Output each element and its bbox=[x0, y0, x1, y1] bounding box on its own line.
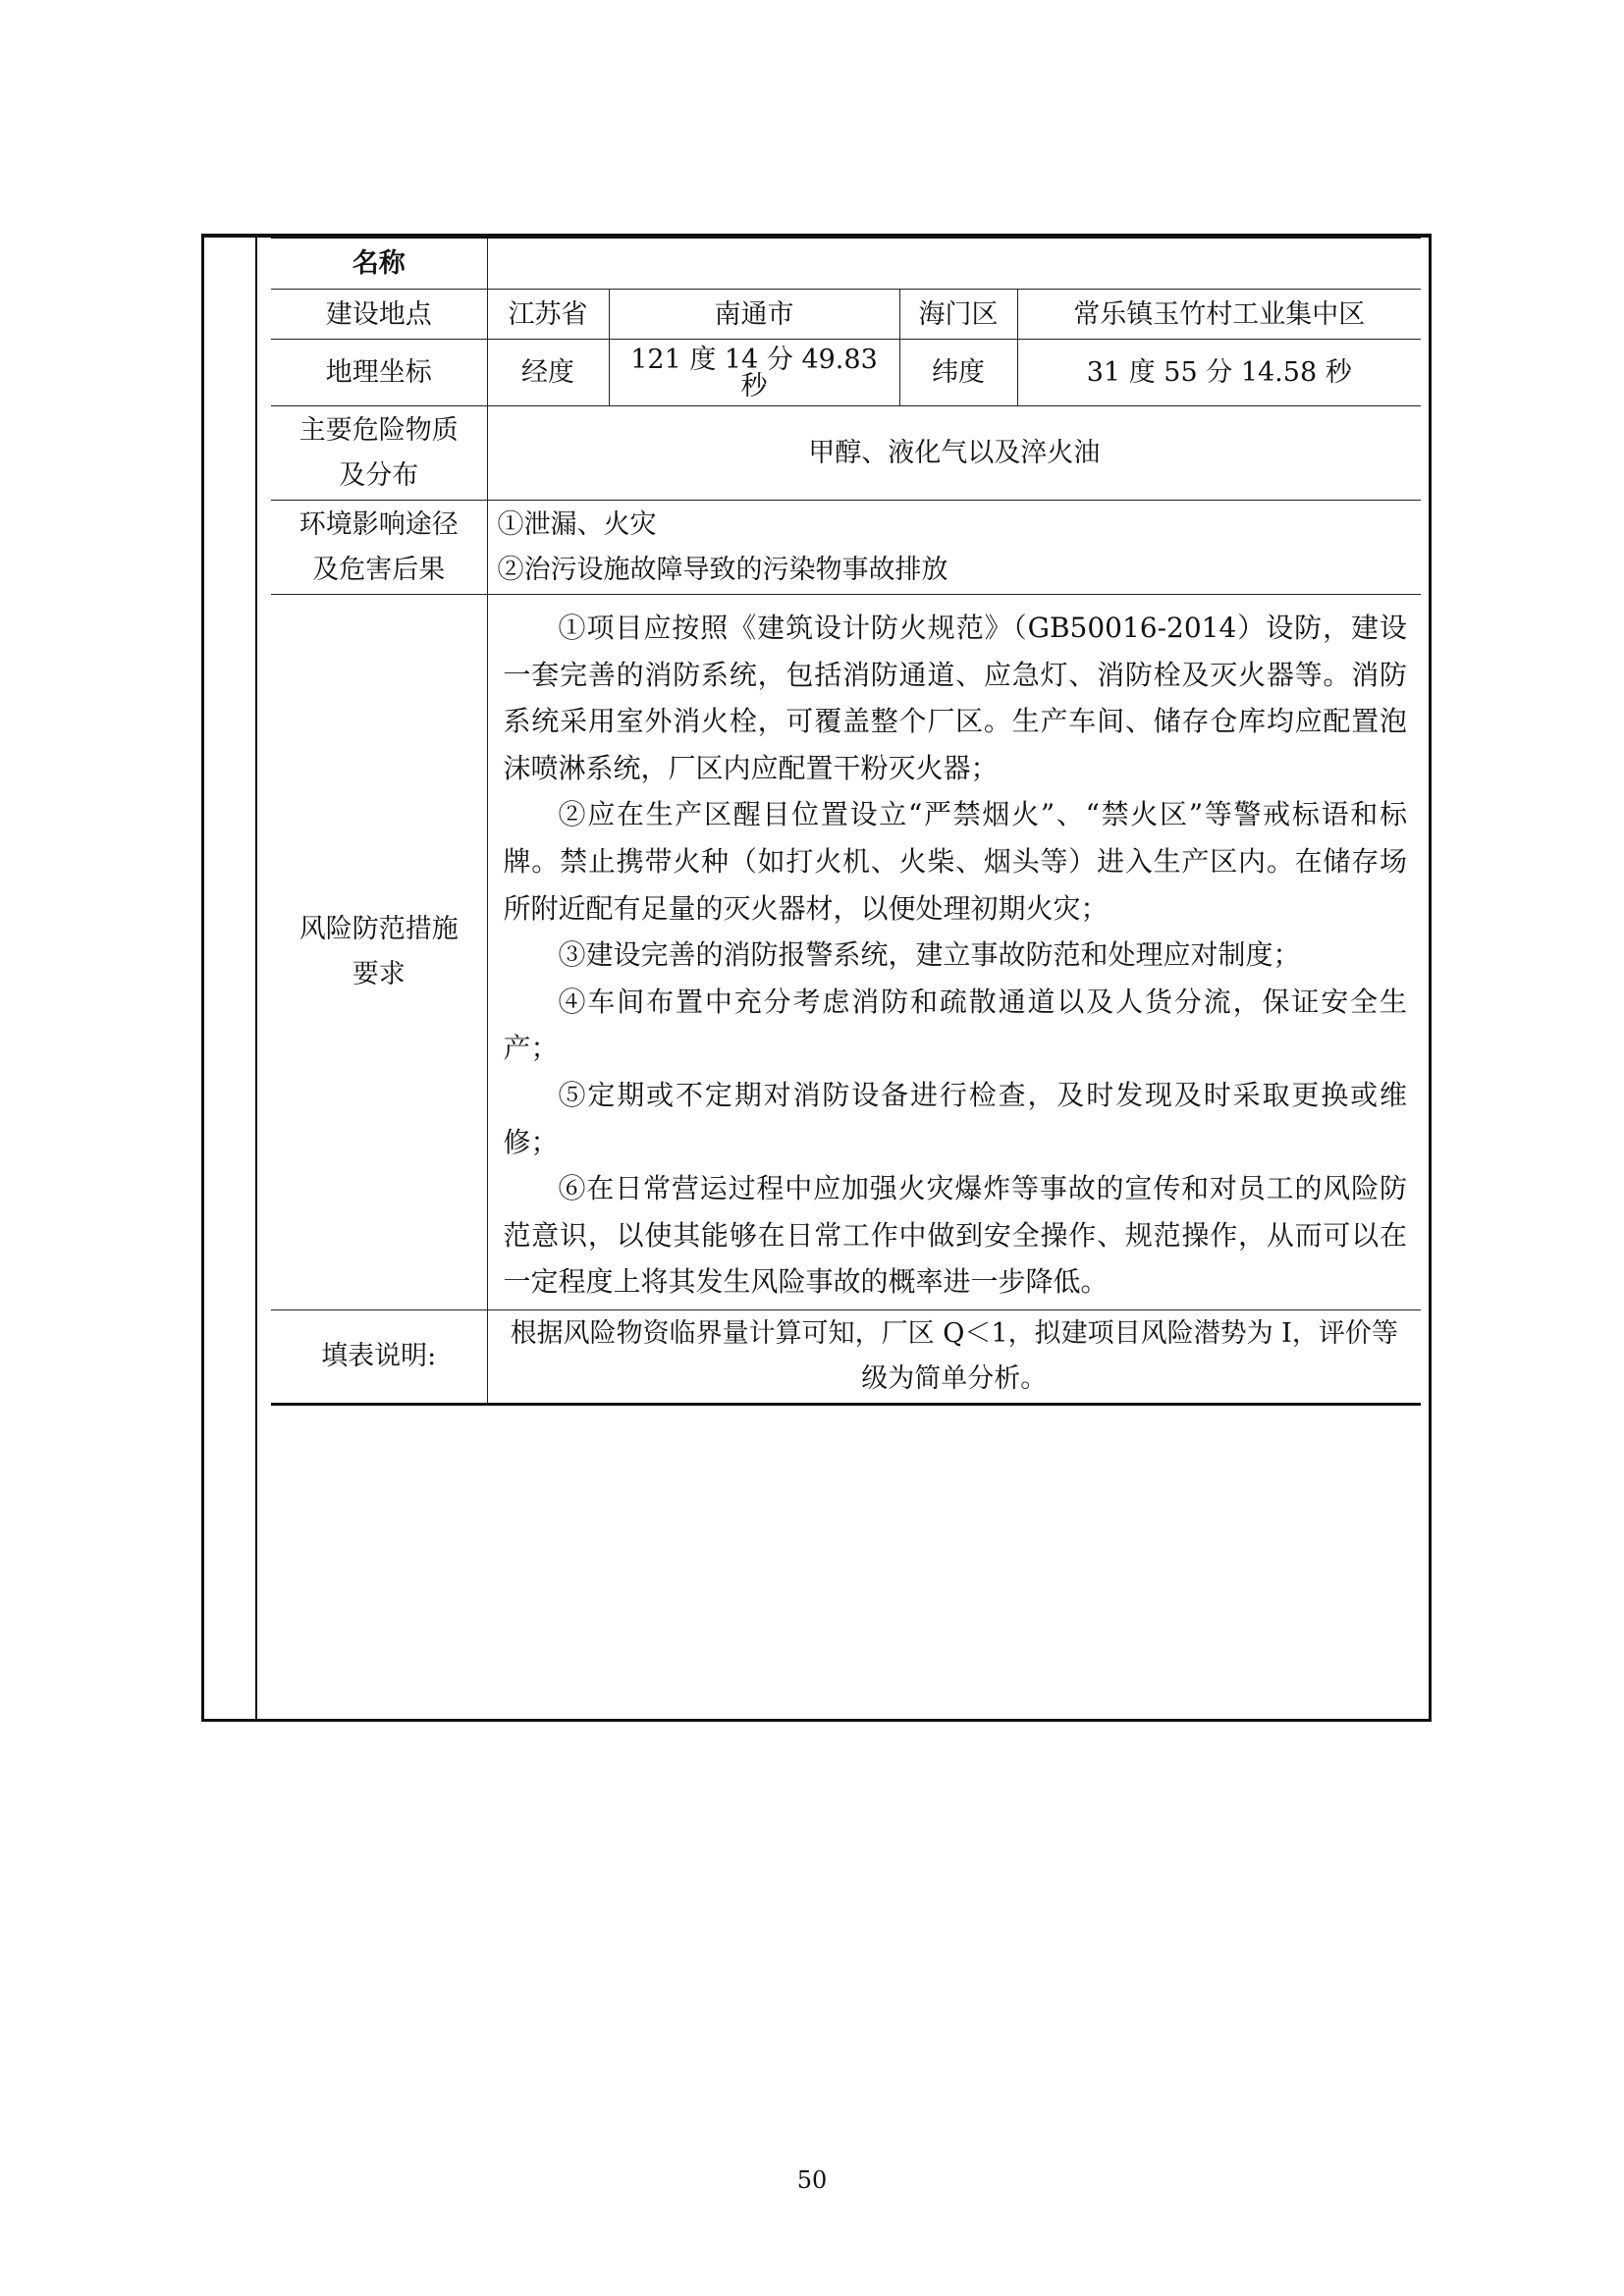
impact-value bbox=[487, 501, 1421, 595]
longitude-value: 121 度 14 分 49.83 秒 bbox=[609, 340, 899, 406]
longitude-label: 经度 bbox=[487, 340, 609, 406]
impact-item: ②治污设施故障导致的污染物事故排放 bbox=[497, 554, 948, 585]
district-cell: 海门区 bbox=[899, 290, 1017, 340]
page-number: 50 bbox=[796, 2166, 828, 2194]
latitude-label: 纬度 bbox=[899, 340, 1017, 406]
impact-label-line2: 及危害后果 bbox=[312, 554, 446, 585]
measures-label bbox=[271, 595, 487, 1310]
measure-paragraph: ④车间布置中充分考虑消防和疏散通道以及人货分流，保证安全生产； bbox=[503, 985, 1407, 1065]
impact-label-line1: 环境影响途径 bbox=[298, 508, 459, 540]
measure-paragraph: ⑤定期或不定期对消防设备进行检查，及时发现及时采取更换或维修； bbox=[503, 1078, 1407, 1158]
row-impact bbox=[271, 501, 1421, 595]
hazard-label-line2: 及分布 bbox=[339, 459, 419, 491]
note-value: 根据风险物资临界量计算可知，厂区 Q＜1，拟建项目风险潜势为 I，评价等级为简单分析。 bbox=[487, 1309, 1421, 1404]
name-value bbox=[487, 238, 1421, 290]
city-cell: 南通市 bbox=[609, 290, 899, 340]
province-cell: 江苏省 bbox=[487, 290, 609, 340]
row-hazard bbox=[271, 406, 1421, 501]
location-label: 建设地点 bbox=[271, 290, 487, 340]
hazard-value: 甲醇、液化气以及淬火油 bbox=[487, 406, 1421, 501]
impact-label bbox=[271, 501, 487, 595]
frame-margin-line bbox=[255, 236, 257, 1720]
row-measures bbox=[271, 595, 1421, 1310]
row-name bbox=[271, 238, 1421, 290]
risk-summary-table bbox=[271, 236, 1421, 1406]
note-label: 填表说明: bbox=[271, 1309, 487, 1404]
measure-paragraph: ①项目应按照《建筑设计防火规范》（GB50016-2014）设防，建设一套完善的消防系统，包括消防通道、应急灯、消防栓及灭火器等。消防系统采用室外消火栓，可覆盖整个厂区。生产车间、储存仓库均应配置泡沫喷淋系统，厂区内应配置干粉灭火器； bbox=[503, 612, 1407, 784]
latitude-value: 31 度 55 分 14.58 秒 bbox=[1017, 340, 1421, 406]
row-location bbox=[271, 290, 1421, 340]
measure-paragraph: ③建设完善的消防报警系统，建立事故防范和处理应对制度； bbox=[558, 938, 1301, 972]
site-cell: 常乐镇玉竹村工业集中区 bbox=[1017, 290, 1421, 340]
coord-label: 地理坐标 bbox=[271, 340, 487, 406]
row-note bbox=[271, 1309, 1421, 1404]
measures-value bbox=[487, 595, 1421, 1310]
hazard-label bbox=[271, 406, 487, 501]
row-coordinates bbox=[271, 340, 1421, 406]
measures-label-line2: 要求 bbox=[352, 958, 406, 989]
name-label: 名称 bbox=[271, 238, 487, 290]
measure-paragraph: ②应在生产区醒目位置设立“严禁烟火”、“禁火区”等警戒标语和标牌。禁止携带火种（如打火机、火柴、烟头等）进入生产区内。在储存场所附近配有足量的灭火器材，以便处理初期火灾； bbox=[503, 798, 1407, 925]
impact-item: ①泄漏、火灾 bbox=[497, 508, 657, 540]
measures-label-line1: 风险防范措施 bbox=[298, 913, 459, 944]
measure-paragraph: ⑥在日常营运过程中应加强火灾爆炸等事故的宣传和对员工的风险防范意识，以使其能够在日常工作中做到安全操作、规范操作，从而可以在一定程度上将其发生风险事故的概率进一步降低。 bbox=[503, 1172, 1407, 1299]
hazard-label-line1: 主要危险物质 bbox=[298, 414, 459, 446]
